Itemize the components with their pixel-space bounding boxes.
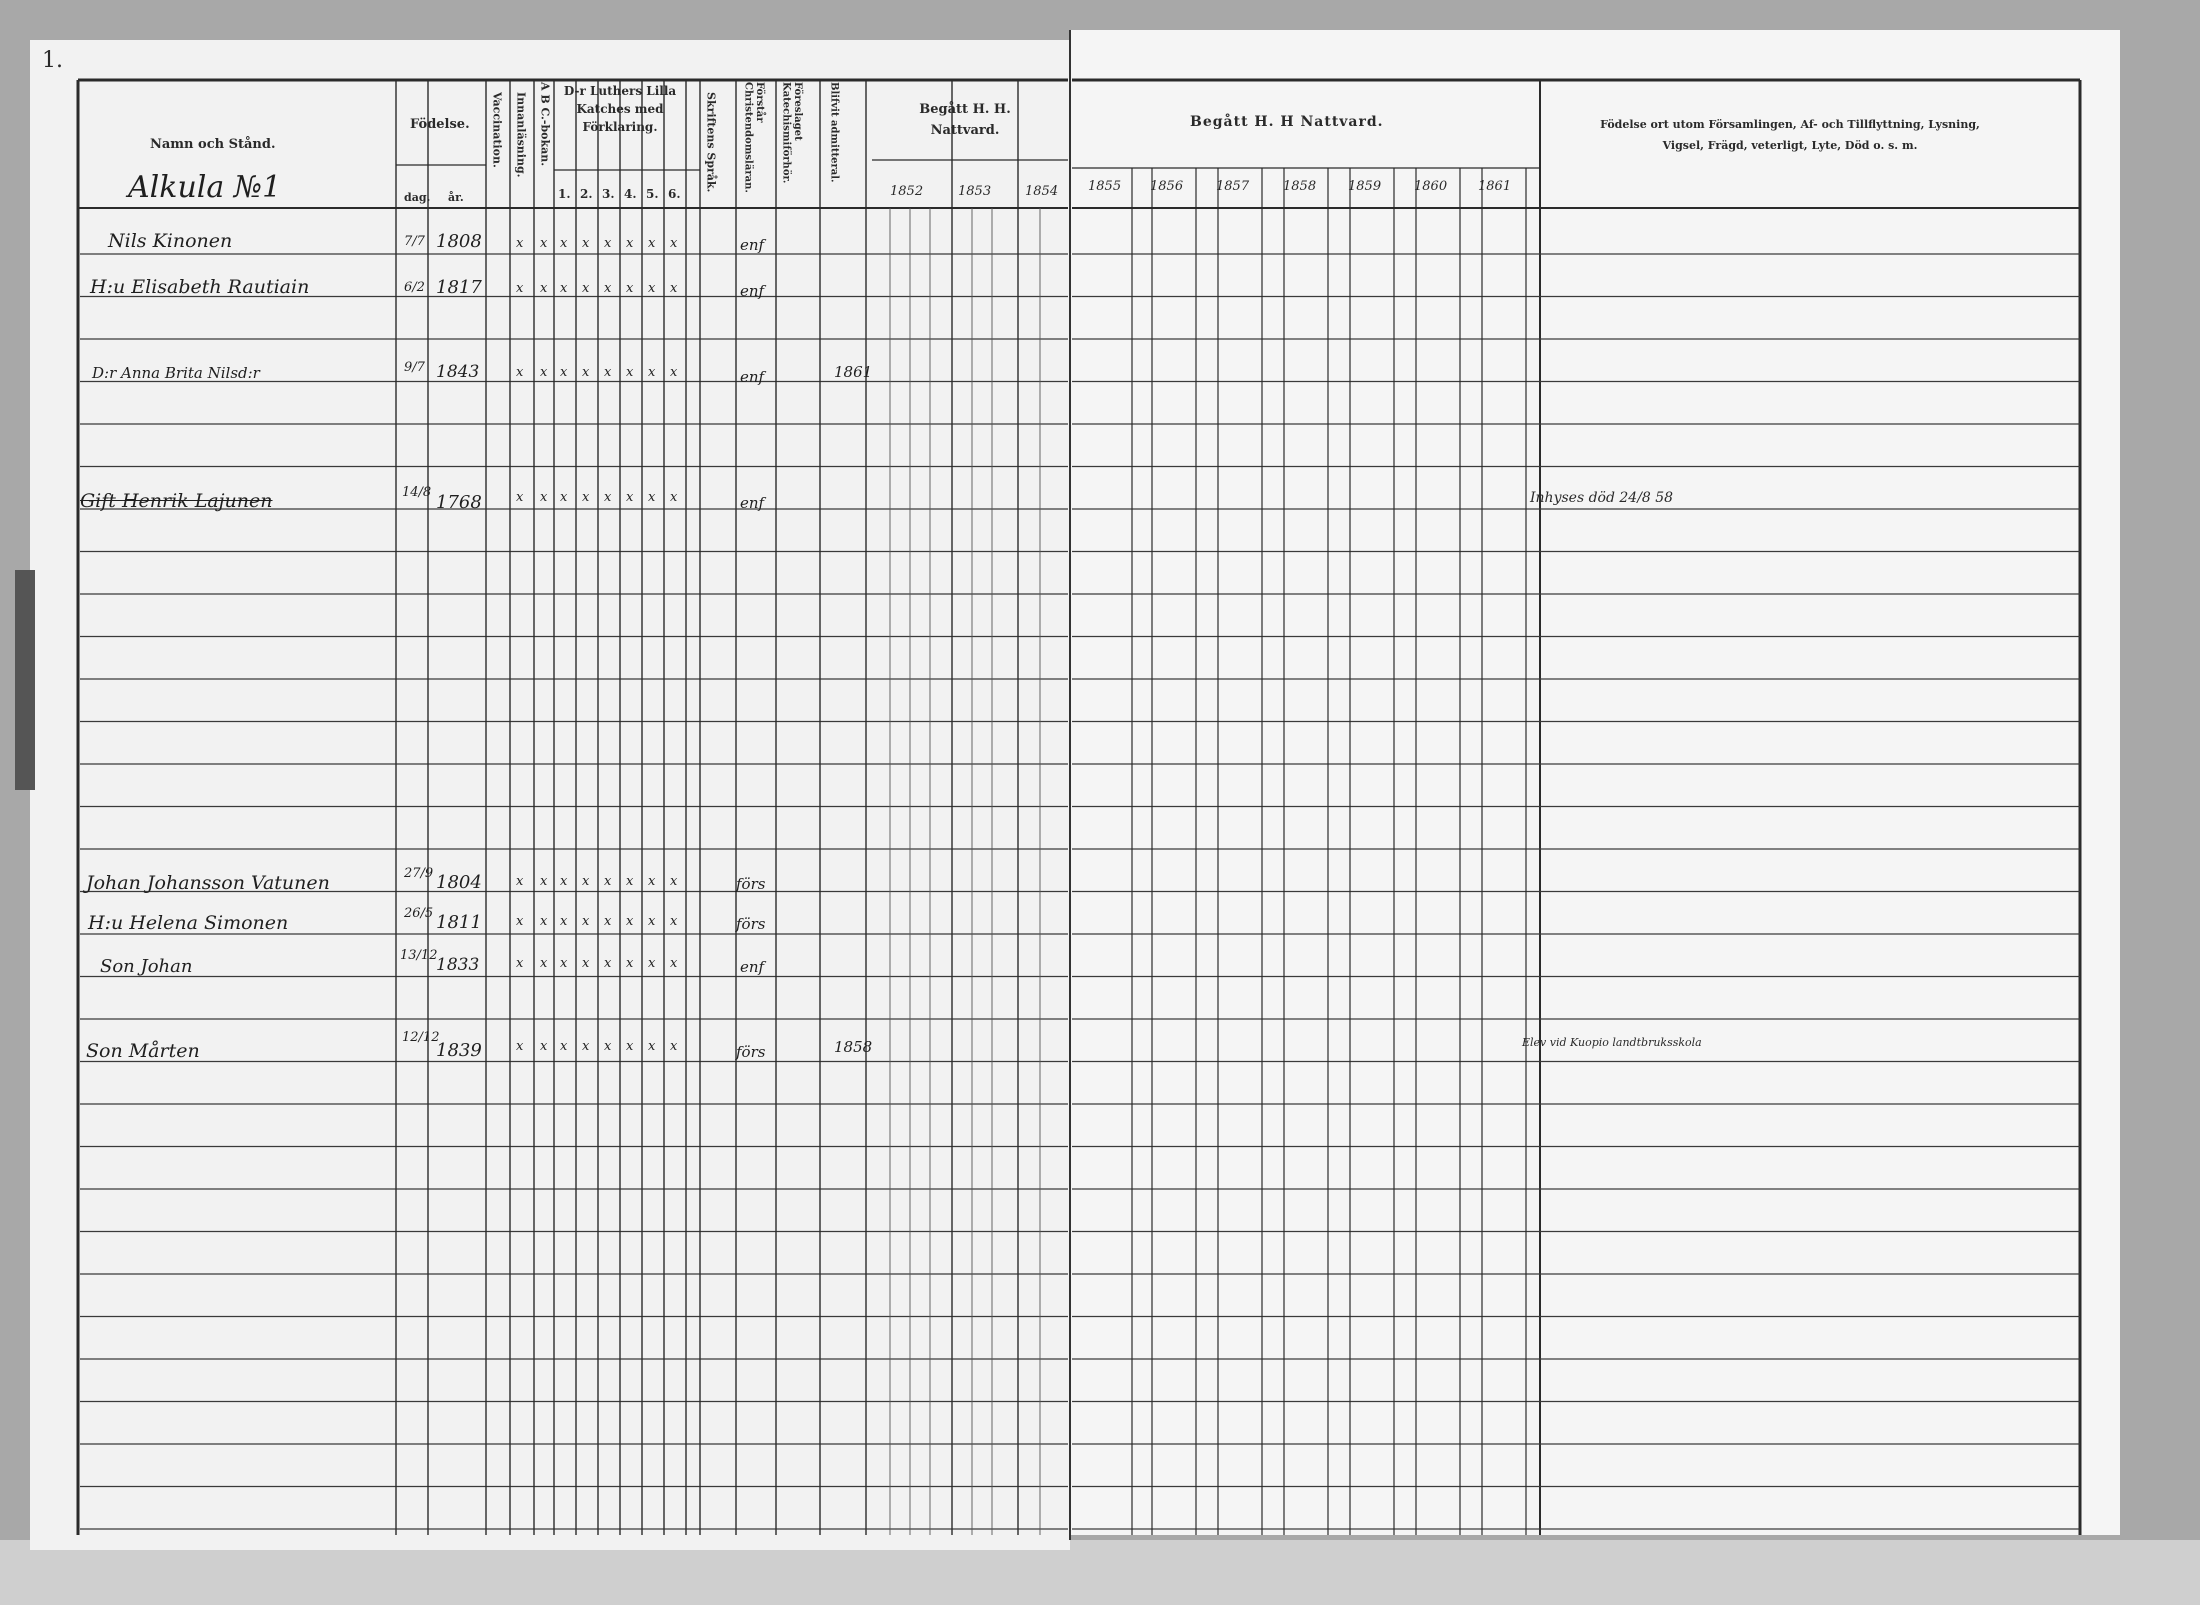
- tick-mark: x: [582, 281, 590, 296]
- tick-mark: x: [670, 1039, 678, 1054]
- tick-mark: x: [560, 490, 568, 505]
- tick-mark: x: [604, 281, 612, 296]
- left-page: [30, 40, 1070, 1550]
- tick-mark: x: [540, 956, 548, 971]
- entry-6-year: 1811: [436, 912, 482, 933]
- luther-col-5: 5.: [646, 187, 659, 201]
- tick-mark: x: [604, 490, 612, 505]
- entry-3-day: 9/7: [404, 360, 425, 375]
- entry-7-day: 13/12: [400, 948, 438, 963]
- tick-mark: x: [670, 956, 678, 971]
- tick-mark: x: [604, 365, 612, 380]
- entry-8-year: 1839: [436, 1040, 482, 1061]
- tick-mark: x: [626, 956, 634, 971]
- tick-mark: x: [516, 281, 524, 296]
- tick-mark: x: [540, 914, 548, 929]
- tick-mark: x: [560, 281, 568, 296]
- luther-header: D-r Luthers Lilla Katches med Förklaring.: [563, 84, 677, 134]
- luther-col-3: 3.: [602, 187, 615, 201]
- tick-mark: x: [582, 874, 590, 889]
- luther-col-2: 2.: [580, 187, 593, 201]
- left-year-1853: 1853: [958, 184, 992, 199]
- tick-mark: x: [560, 874, 568, 889]
- abc-header: A B C.-bokan.: [538, 82, 552, 167]
- tick-mark: x: [670, 236, 678, 251]
- right-year-1856: 1856: [1150, 179, 1184, 194]
- tick-mark: x: [626, 365, 634, 380]
- luther-col-6: 6.: [668, 187, 681, 201]
- entry-1-year: 1808: [436, 231, 482, 252]
- tick-mark: x: [648, 281, 656, 296]
- entry-7-name: Son Johan: [100, 956, 193, 977]
- tick-mark: x: [648, 365, 656, 380]
- tick-mark: x: [604, 956, 612, 971]
- tick-mark: x: [516, 490, 524, 505]
- tick-mark: x: [604, 874, 612, 889]
- entry-7-year: 1833: [436, 955, 480, 975]
- scripture-header: Skriftens Språk.: [704, 92, 718, 193]
- vaccination-header: Vaccination.: [490, 92, 504, 168]
- entry-2-name: H:u Elisabeth Rautiain: [90, 276, 310, 298]
- tick-mark: x: [626, 1039, 634, 1054]
- tick-mark: x: [626, 281, 634, 296]
- catechism-header: Föreslaget Katechismiförhör.: [780, 82, 803, 184]
- remark-2: Elev vid Kuopio landtbruksskola: [1522, 1036, 1702, 1049]
- tick-mark: x: [540, 490, 548, 505]
- tick-mark: x: [582, 914, 590, 929]
- luther-col-4: 4.: [624, 187, 637, 201]
- entry-8-admitted: 1858: [834, 1038, 873, 1056]
- remarks-header: Födelse ort utom Församlingen, Af- och Tillflyttning, Lysning, Vigsel, Frägd, veterligt, Lyte, Död o. s. m.: [1600, 118, 1980, 152]
- tick-mark: x: [604, 236, 612, 251]
- tick-mark: x: [516, 874, 524, 889]
- tick-mark: x: [582, 236, 590, 251]
- tick-mark: x: [516, 365, 524, 380]
- right-year-1861: 1861: [1478, 179, 1512, 194]
- tick-mark: x: [516, 236, 524, 251]
- tick-mark: x: [560, 914, 568, 929]
- tick-mark: x: [516, 1039, 524, 1054]
- entry-4-knowledge: enf: [740, 494, 765, 512]
- tick-mark: x: [648, 1039, 656, 1054]
- tick-mark: x: [670, 874, 678, 889]
- tick-mark: x: [540, 874, 548, 889]
- tick-mark: x: [626, 874, 634, 889]
- entry-2-day: 6/2: [404, 280, 425, 295]
- tick-mark: x: [648, 874, 656, 889]
- birth-header: Födelse.: [410, 117, 470, 132]
- entry-1-knowledge: enf: [740, 236, 765, 254]
- left-year-1852: 1852: [890, 184, 924, 199]
- entry-1-day: 7/7: [404, 234, 425, 249]
- tick-mark: x: [540, 1039, 548, 1054]
- christendom-header: Förstår Christendomsläran.: [742, 82, 765, 193]
- left-communion-header: Begått H. H. Nattvard.: [919, 102, 1011, 138]
- tick-mark: x: [540, 281, 548, 296]
- right-year-1859: 1859: [1348, 179, 1382, 194]
- left-page-edge: [15, 570, 35, 790]
- page-number: 1.: [42, 48, 63, 73]
- entry-8-knowledge: förs: [736, 1043, 766, 1061]
- entry-7-knowledge: enf: [740, 958, 765, 976]
- tick-mark: x: [670, 281, 678, 296]
- left-year-1854: 1854: [1025, 184, 1059, 199]
- entry-5-year: 1804: [436, 872, 482, 893]
- entry-4-name: Gift Henrik Lajunen: [80, 490, 273, 512]
- tick-mark: x: [516, 914, 524, 929]
- tick-mark: x: [626, 236, 634, 251]
- right-communion-header: Begått H. H Nattvard.: [1190, 114, 1384, 130]
- right-year-1855: 1855: [1088, 179, 1122, 194]
- tick-mark: x: [560, 236, 568, 251]
- reading-header: Innanläsning.: [514, 92, 528, 178]
- birth-year-header: år.: [448, 191, 464, 204]
- right-year-1860: 1860: [1414, 179, 1448, 194]
- entry-2-knowledge: enf: [740, 282, 765, 300]
- right-year-1858: 1858: [1283, 179, 1317, 194]
- tick-mark: x: [516, 956, 524, 971]
- right-year-1857: 1857: [1216, 179, 1250, 194]
- remark-1: Inhyses död 24/8 58: [1530, 490, 1674, 506]
- tick-mark: x: [648, 490, 656, 505]
- tick-mark: x: [626, 490, 634, 505]
- entry-6-name: H:u Helena Simonen: [88, 912, 289, 934]
- entry-6-day: 26/5: [404, 906, 434, 921]
- entry-5-day: 27/9: [404, 866, 434, 881]
- entry-5-name: Johan Johansson Vatunen: [86, 872, 330, 894]
- tick-mark: x: [648, 956, 656, 971]
- tick-mark: x: [540, 365, 548, 380]
- entry-3-knowledge: enf: [740, 368, 765, 386]
- name-header: Namn och Stånd.: [150, 137, 276, 152]
- tick-mark: x: [670, 365, 678, 380]
- entry-3-year: 1843: [436, 362, 480, 382]
- tick-mark: x: [670, 490, 678, 505]
- entry-8-name: Son Mårten: [86, 1040, 200, 1062]
- entry-4-year: 1768: [436, 492, 482, 513]
- village-title: Alkula №1: [128, 170, 282, 205]
- tick-mark: x: [604, 914, 612, 929]
- admitted-header: Blifvit admitteral.: [828, 82, 840, 183]
- tick-mark: x: [604, 1039, 612, 1054]
- tick-mark: x: [648, 236, 656, 251]
- entry-8-day: 12/12: [402, 1030, 440, 1045]
- entry-3-name: D:r Anna Brita Nilsd:r: [92, 364, 260, 382]
- entry-5-knowledge: förs: [736, 875, 766, 893]
- tick-mark: x: [582, 365, 590, 380]
- tick-mark: x: [648, 914, 656, 929]
- entry-1-name: Nils Kinonen: [108, 230, 233, 252]
- birth-day-header: dag.: [404, 191, 431, 204]
- entry-3-admitted: 1861: [834, 363, 873, 381]
- entry-4-day: 14/8: [402, 485, 432, 500]
- tick-mark: x: [626, 914, 634, 929]
- right-page: [1070, 30, 2120, 1535]
- tick-mark: x: [560, 1039, 568, 1054]
- tick-mark: x: [582, 956, 590, 971]
- tick-mark: x: [560, 956, 568, 971]
- tick-mark: x: [582, 490, 590, 505]
- tick-mark: x: [670, 914, 678, 929]
- tick-mark: x: [540, 236, 548, 251]
- entry-6-knowledge: förs: [736, 915, 766, 933]
- tick-mark: x: [560, 365, 568, 380]
- luther-col-1: 1.: [558, 187, 571, 201]
- entry-2-year: 1817: [436, 277, 482, 298]
- tick-mark: x: [582, 1039, 590, 1054]
